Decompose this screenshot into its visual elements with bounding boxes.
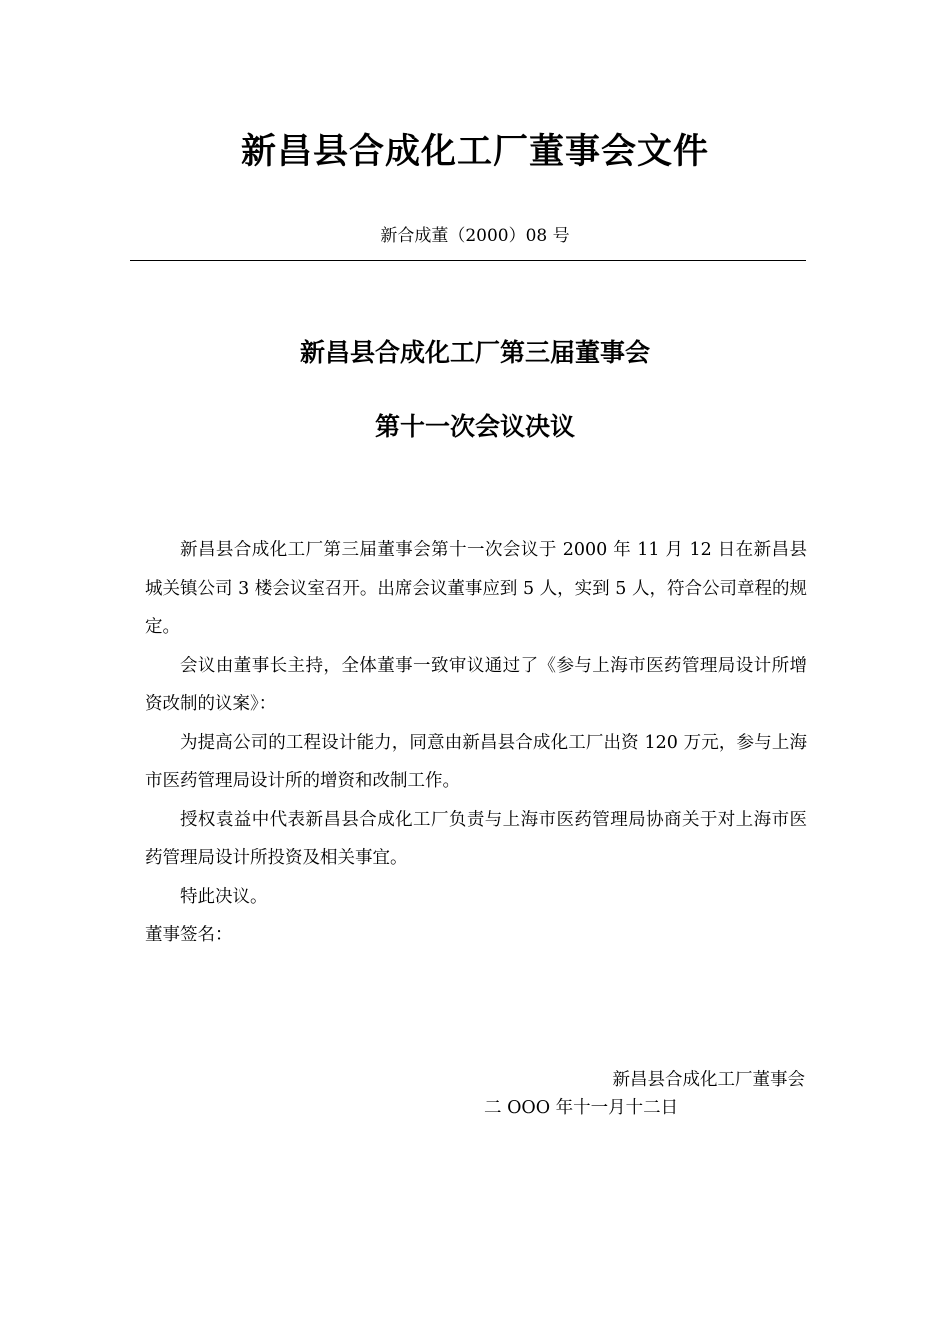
resolution-title-line1: 新昌县合成化工厂第三届董事会 bbox=[299, 338, 650, 367]
body-paragraph-closing: 特此决议。 bbox=[180, 886, 268, 907]
body-paragraph-approval: 会议由董事长主持，全体董事一致审议通过了《参与上海市医药管理局设计所增资改制的议案》： bbox=[145, 655, 807, 714]
resolution-title-line2: 第十一次会议决议 bbox=[374, 412, 575, 441]
document-number: 新合成董（2000）08 号 bbox=[380, 226, 570, 246]
document-title: 新昌县合成化工厂董事会文件 bbox=[240, 132, 709, 172]
header-divider bbox=[130, 260, 806, 261]
signature-label: 董事签名： bbox=[145, 925, 233, 945]
signing-date: 二 OOO 年十一月十二日 bbox=[484, 1098, 679, 1118]
signing-organization: 新昌县合成化工厂董事会 bbox=[612, 1070, 805, 1090]
body-paragraph-meeting-info: 新昌县合成化工厂第三届董事会第十一次会议于 2000 年 11 月 12 日在新昌县城关镇公司 3 楼会议室召开。出席会议董事应到 5 人，实到 5 人，符合公司章程的规定。 bbox=[145, 540, 807, 637]
resolution-body bbox=[145, 531, 807, 955]
body-paragraph-authorization: 授权袁益中代表新昌县合成化工厂负责与上海市医药管理局协商关于对上海市医药管理局设计所投资及相关事宜。 bbox=[145, 809, 807, 868]
body-paragraph-investment: 为提高公司的工程设计能力，同意由新昌县合成化工厂出资 120 万元，参与上海市医药管理局设计所的增资和改制工作。 bbox=[145, 732, 807, 791]
